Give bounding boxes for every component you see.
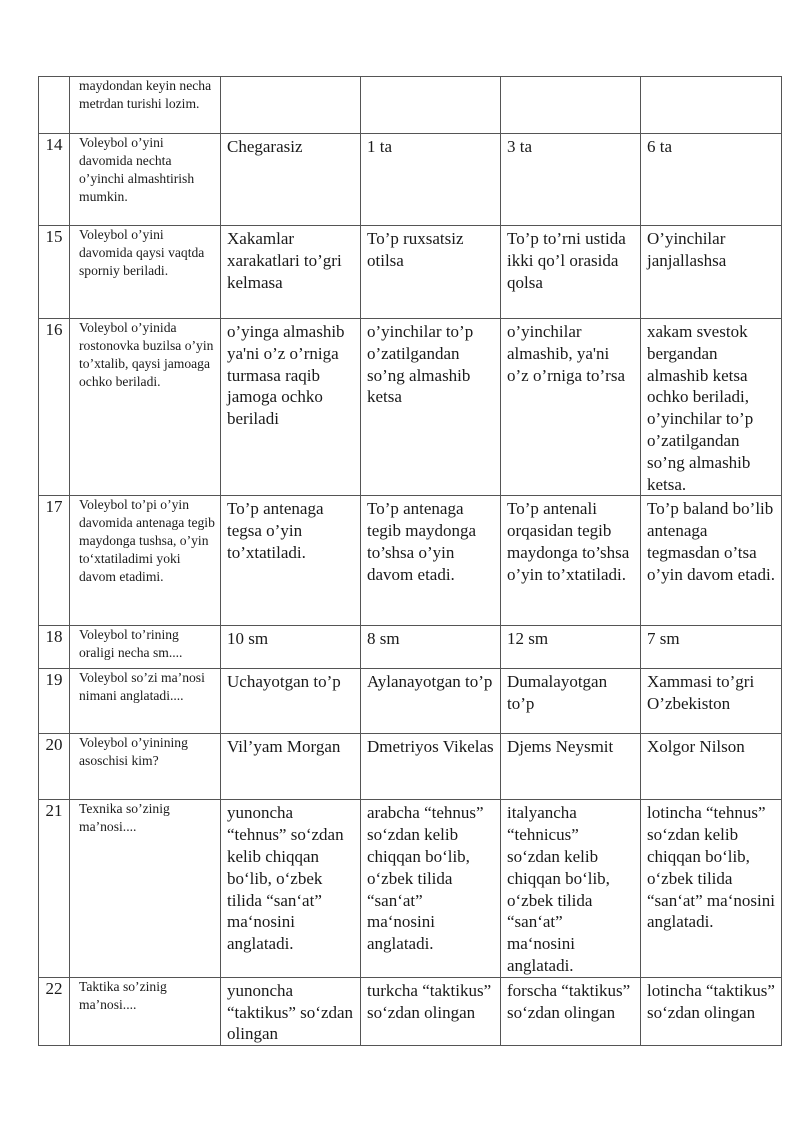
answer-b: [361, 77, 501, 134]
row-number: 14: [39, 134, 70, 226]
answer-d: Xolgor Nilson: [641, 734, 782, 800]
answer-a: Xakamlar xarakatlari to’gri kelmasa: [221, 226, 361, 319]
question-text: Voleybol o’yini davomida qaysi vaqtda sporniy beriladi.: [70, 226, 221, 319]
answer-a: yunoncha “tehnus” so‘zdan kelib chiqqan bo‘lib, o‘zbek tilida “san‘at” ma‘nosini anglatadi.: [221, 800, 361, 977]
answer-a: o’yinga almashib ya'ni o’z o’rniga turmasa raqib jamoga ochko beriladi: [221, 319, 361, 496]
table-row: [39, 669, 782, 734]
table-row: [39, 226, 782, 319]
answer-a: Vil’yam Morgan: [221, 734, 361, 800]
question-text: Texnika so’zinig ma’nosi....: [70, 800, 221, 977]
answer-b: arabcha “tehnus” so‘zdan kelib chiqqan bo‘lib, o‘zbek tilida “san‘at” ma‘nosini anglatadi.: [361, 800, 501, 977]
answer-b: Aylanayotgan to’p: [361, 669, 501, 734]
table-row: [39, 734, 782, 800]
question-text: Voleybol o’yinining asoschisi kim?: [70, 734, 221, 800]
answer-a: yunoncha “taktikus” so‘zdan olingan: [221, 977, 361, 1045]
row-number: 18: [39, 626, 70, 669]
answer-c: 12 sm: [501, 626, 641, 669]
answer-a: Uchayotgan to’p: [221, 669, 361, 734]
row-number: 17: [39, 496, 70, 626]
answer-d: lotincha “taktikus” so‘zdan olingan: [641, 977, 782, 1045]
question-text: Voleybol so’zi ma’nosi nimani anglatadi....: [70, 669, 221, 734]
answer-a: Chegarasiz: [221, 134, 361, 226]
table-row: [39, 319, 782, 496]
answer-d: [641, 77, 782, 134]
question-text: Voleybol o’yini davomida nechta o’yinchi almashtirish mumkin.: [70, 134, 221, 226]
answer-b: 1 ta: [361, 134, 501, 226]
answer-c: italyancha “tehnicus” so‘zdan kelib chiqqan bo‘lib, o‘zbek tilida “san‘at” ma‘nosini anglatadi.: [501, 800, 641, 977]
row-number: [39, 77, 70, 134]
answer-d: xakam svestok bergandan almashib ketsa ochko beriladi, o’yinchilar to’p o’zatilgandan so’ng almashib ketsa.: [641, 319, 782, 496]
answer-b: o’yinchilar to’p o’zatilgandan so’ng almashib ketsa: [361, 319, 501, 496]
answer-c: [501, 77, 641, 134]
answer-b: turkcha “taktikus” so‘zdan olingan: [361, 977, 501, 1045]
answer-d: To’p baland bo’lib antenaga tegmasdan o’tsa o’yin davom etadi.: [641, 496, 782, 626]
answer-a: 10 sm: [221, 626, 361, 669]
answer-c: To’p to’rni ustida ikki qo’l orasida qolsa: [501, 226, 641, 319]
answer-c: Djems Neysmit: [501, 734, 641, 800]
answer-c: To’p antenali orqasidan tegib maydonga to’shsa o’yin to’xtatiladi.: [501, 496, 641, 626]
row-number: 22: [39, 977, 70, 1045]
answer-c: Dumalayotgan to’p: [501, 669, 641, 734]
answer-c: o’yinchilar almashib, ya'ni o’z o’rniga to’rsa: [501, 319, 641, 496]
answer-b: To’p antenaga tegib maydonga to’shsa o’yin davom etadi.: [361, 496, 501, 626]
answer-d: 7 sm: [641, 626, 782, 669]
answer-d: Xammasi to’gri O’zbekiston: [641, 669, 782, 734]
question-text: Voleybol o’yinida rostonovka buzilsa o’yin to’xtalib, qaysi jamoaga ochko beriladi.: [70, 319, 221, 496]
answer-d: 6 ta: [641, 134, 782, 226]
answer-b: 8 sm: [361, 626, 501, 669]
row-number: 16: [39, 319, 70, 496]
table-row: [39, 496, 782, 626]
row-number: 20: [39, 734, 70, 800]
table-row: [39, 800, 782, 977]
question-text: maydondan keyin necha metrdan turishi lozim.: [70, 77, 221, 134]
answer-b: Dmetriyos Vikelas: [361, 734, 501, 800]
row-number: 19: [39, 669, 70, 734]
table-row: [39, 626, 782, 669]
quiz-table: [38, 76, 782, 1046]
question-text: Voleybol to’pi o’yin davomida antenaga tegib maydonga tushsa, o’yin to‘xtatiladimi yoki davom etadimi.: [70, 496, 221, 626]
answer-d: lotincha “tehnus” so‘zdan kelib chiqqan bo‘lib, o‘zbek tilida “san‘at” ma‘nosini anglatadi.: [641, 800, 782, 977]
row-number: 15: [39, 226, 70, 319]
table-row: [39, 77, 782, 134]
row-number: 21: [39, 800, 70, 977]
answer-c: 3 ta: [501, 134, 641, 226]
table-row: [39, 134, 782, 226]
answer-a: [221, 77, 361, 134]
answer-d: O’yinchilar janjallashsa: [641, 226, 782, 319]
question-text: Voleybol to’rining oraligi necha sm....: [70, 626, 221, 669]
question-text: Taktika so’zinig ma’nosi....: [70, 977, 221, 1045]
answer-c: forscha “taktikus” so‘zdan olingan: [501, 977, 641, 1045]
table-row: [39, 977, 782, 1045]
answer-a: To’p antenaga tegsa o’yin to’xtatiladi.: [221, 496, 361, 626]
answer-b: To’p ruxsatsiz otilsa: [361, 226, 501, 319]
